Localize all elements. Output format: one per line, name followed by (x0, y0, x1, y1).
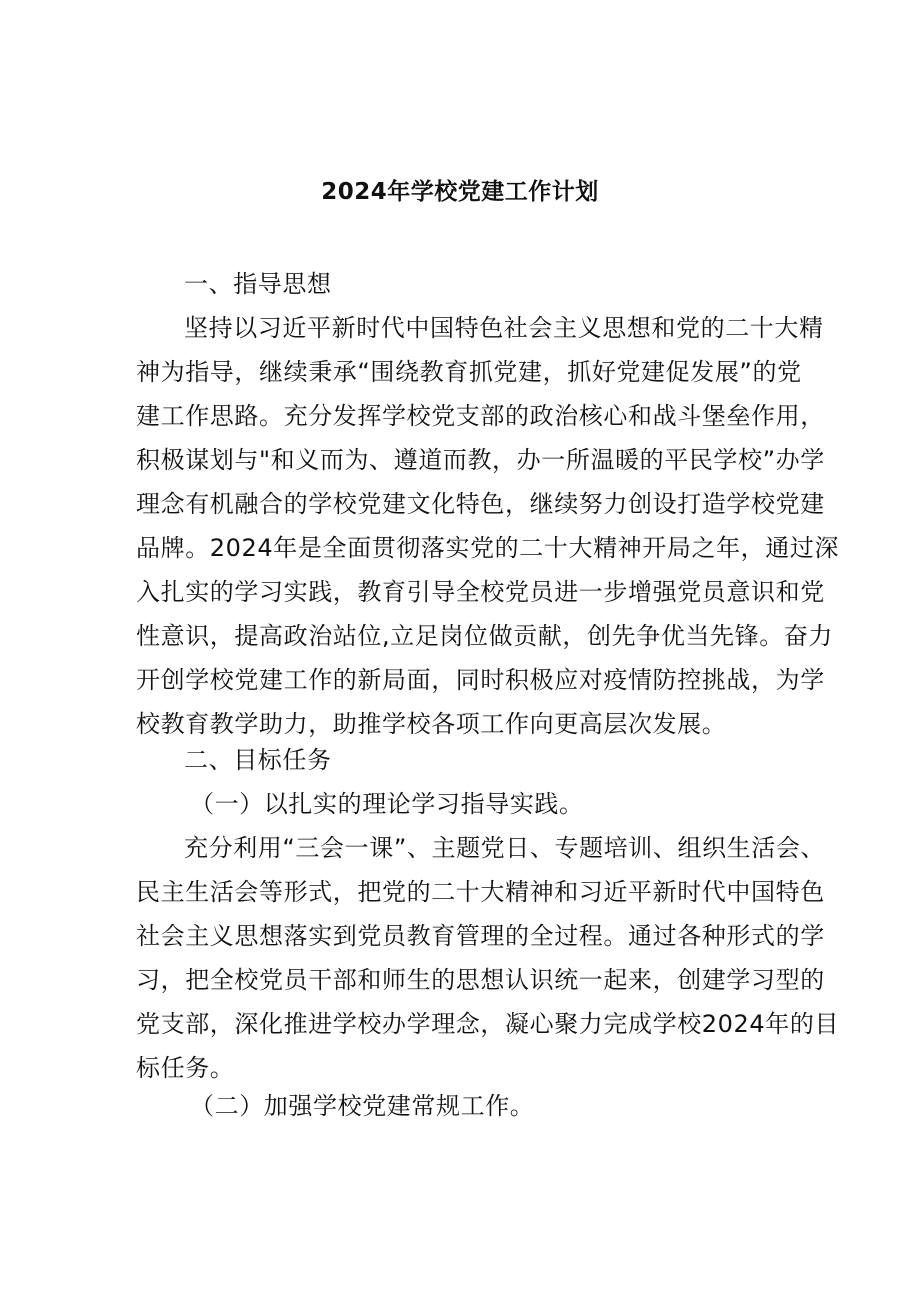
paragraph-line: 民主生活会等形式，把党的二十大精神和习近平新时代中国特色 (136, 878, 825, 906)
paragraph-line: 社会主义思想落实到党员教育管理的全过程。通过各种形式的学 (136, 922, 825, 950)
document-title: 2024年学校党建工作计划 (321, 179, 599, 205)
paragraph-line: 校教育教学助力，助推学校各项工作向更高层次发展。 (136, 710, 727, 738)
paragraph-line: 品牌。2024年是全面贯彻落实党的二十大精神开局之年，通过深 (136, 534, 840, 562)
paragraph-line: 性意识，提高政治站位,立足岗位做贡献，创先争优当先锋。奋力 (136, 622, 834, 650)
paragraph-line: 理念有机融合的学校党建文化特色，继续努力创设打造学校党建 (136, 490, 825, 518)
paragraph-line: 党支部，深化推进学校办学理念，凝心聚力完成学校2024年的目 (136, 1010, 840, 1038)
paragraph-line: 开创学校党建工作的新局面，同时积极应对疫情防控挑战，为学 (136, 666, 825, 694)
section-heading-goals-tasks: 二、目标任务 (184, 746, 332, 774)
paragraph-line: 积极谋划与"和义而为、遵道而教，办一所温暖的平民学校”办学 (136, 446, 825, 474)
subsection-heading-theory-study: （一）以扎实的理论学习指导实践。 (190, 790, 584, 818)
paragraph-line: 标任务。 (136, 1054, 235, 1082)
paragraph-line: 神为指导，继续秉承“围绕教育抓党建，抓好党建促发展”的党 (136, 358, 802, 386)
paragraph-line: 坚持以习近平新时代中国特色社会主义思想和党的二十大精 (184, 314, 824, 342)
paragraph-line: 充分利用“三会一课”、主题党日、专题培训、组织生活会、 (184, 834, 826, 862)
section-heading-guiding-ideology: 一、指导思想 (184, 270, 332, 298)
paragraph-line: 入扎实的学习实践，教育引导全校党员进一步增强党员意识和党 (136, 578, 825, 606)
paragraph-line: 习，把全校党员干部和师生的思想认识统一起来，创建学习型的 (136, 966, 825, 994)
paragraph-line: 建工作思路。充分发挥学校党支部的政治核心和战斗堡垒作用， (136, 402, 825, 430)
subsection-heading-routine-work: （二）加强学校党建常规工作。 (190, 1092, 535, 1120)
